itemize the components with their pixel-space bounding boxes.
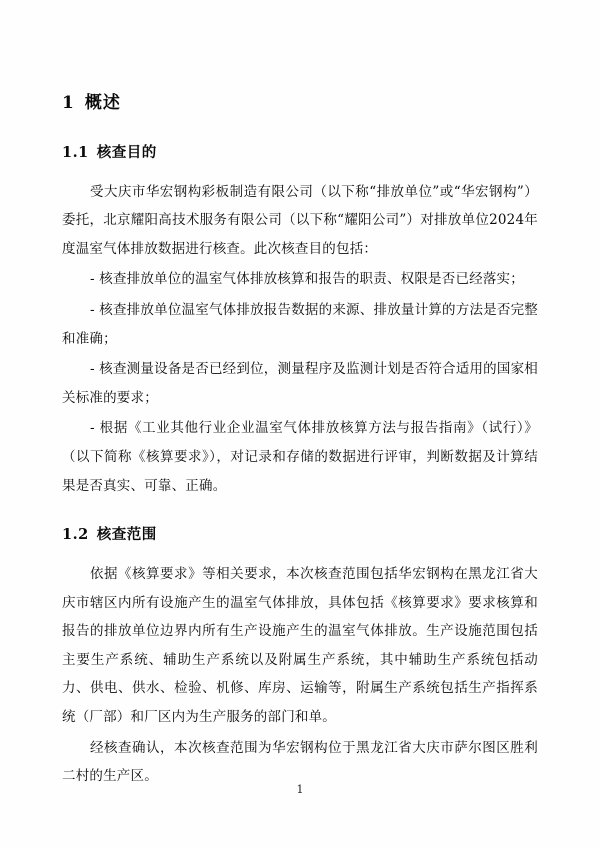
- paragraph-purpose-item-1: - 核查排放单位的温室气体排放核算和报告的职责、权限是否已经落实；: [90, 271, 524, 288]
- heading-text: 核查目的: [96, 143, 157, 161]
- paragraph-scope-2: 经核查确认，本次核查范围为华宏钢构位于黑龙江省大庆市萨尔图区胜利二村的生产区。: [62, 739, 538, 785]
- section-heading-1-1: [62, 142, 538, 164]
- heading-number: 1.2: [62, 526, 89, 544]
- paragraph-purpose-item-4: - 根据《工业其他行业企业温室气体排放核算方法与报告指南》（试行）》（以下简称《核算要求》），对记录和存储的数据进行评审，判断数据及计算结果是否真实、可靠、正确。: [62, 420, 538, 494]
- page-number: 1: [296, 783, 304, 796]
- paragraph-purpose-intro: 受大庆市华宏钢构彩板制造有限公司（以下称“排放单位”或“华宏钢构”）委托，北京耀阳高技术服务有限公司（以下称“耀阳公司”）对排放单位2024年度温室气体排放数据进行核查。此次核查目的包括：: [62, 183, 538, 257]
- paragraph-purpose-item-2: - 核查排放单位温室气体排放报告数据的来源、排放量计算的方法是否完整和准确；: [62, 301, 538, 347]
- paragraph-scope-1: 依据《核算要求》等相关要求，本次核查范围包括华宏钢构在黑龙江省大庆市辖区内所有设施产生的温室气体排放，具体包括《核算要求》要求核算和报告的排放单位边界内所有生产设施产生的温室气体排放。生产设施范围包括主要生产系统、辅助生产系统以及附属生产系统，其中辅助生产系统包括动力、供电、供水、检验、机修、库房、运输等，附属生产系统包括生产指挥系统（厂部）和厂区内为生产服务的部门和单。: [62, 566, 538, 726]
- page-title: [62, 92, 538, 116]
- heading-text: 核查范围: [96, 526, 157, 544]
- paragraph-purpose-item-3: - 核查测量设备是否已经到位，测量程序及监测计划是否符合适用的国家相关标准的要求；: [62, 361, 538, 406]
- page-footer: [0, 783, 600, 796]
- heading-number: 1.1: [62, 143, 89, 161]
- heading-text: 概述: [84, 93, 121, 113]
- section-heading-1-2: [62, 524, 538, 546]
- heading-number: 1: [62, 93, 75, 113]
